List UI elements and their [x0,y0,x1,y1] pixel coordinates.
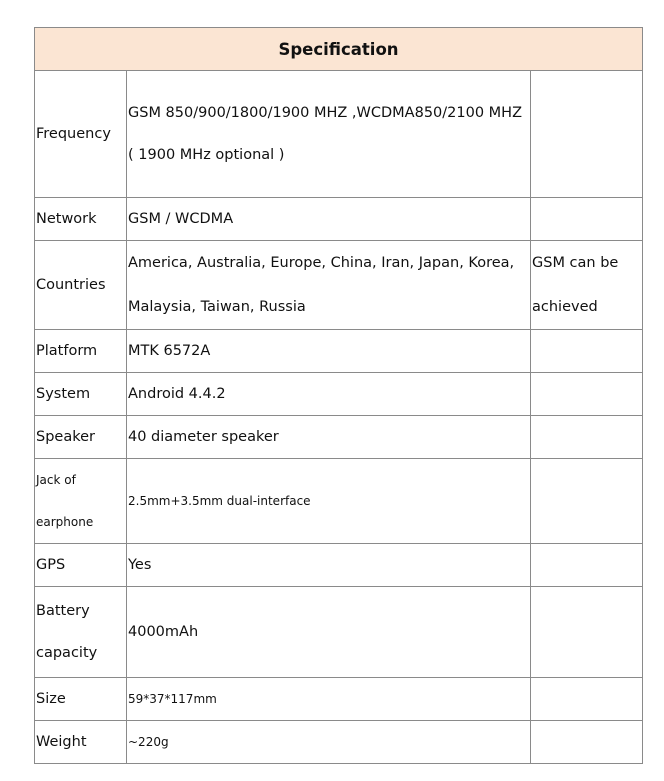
table-row [35,678,643,721]
row-value-jack-of-earphone: 2.5mm+3.5mm dual-interface [127,459,531,544]
table-row [35,459,643,544]
row-value-network: GSM / WCDMA [127,198,531,241]
row-value-platform: MTK 6572A [127,330,531,373]
row-note-gps [531,544,643,587]
row-note-speaker [531,416,643,459]
table-row [35,198,643,241]
row-value-frequency: GSM 850/900/1800/1900 MHZ ,WCDMA850/2100 MHZ ( 1900 MHz optional ) [127,71,531,198]
row-note-jack-of-earphone [531,459,643,544]
table-row [35,587,643,678]
row-key-gps: GPS [35,544,127,587]
table-header-row [35,28,643,71]
row-note-platform [531,330,643,373]
row-key-network: Network [35,198,127,241]
row-key-battery-capacity: Battery capacity [35,587,127,678]
row-value-size: 59*37*117mm [127,678,531,721]
table-row [35,544,643,587]
row-key-jack-of-earphone: Jack of earphone [35,459,127,544]
row-key-system: System [35,373,127,416]
row-note-size [531,678,643,721]
table-row [35,416,643,459]
row-value-weight: ~220g [127,721,531,764]
row-key-size: Size [35,678,127,721]
row-note-battery-capacity [531,587,643,678]
row-value-system: Android 4.4.2 [127,373,531,416]
row-note-system [531,373,643,416]
table-row [35,241,643,330]
row-value-speaker: 40 diameter speaker [127,416,531,459]
row-key-frequency: Frequency [35,71,127,198]
table-title: Specification [35,28,643,71]
row-key-speaker: Speaker [35,416,127,459]
table-row [35,330,643,373]
row-value-gps: Yes [127,544,531,587]
row-key-weight: Weight [35,721,127,764]
table-row [35,373,643,416]
table-row [35,721,643,764]
row-value-battery-capacity: 4000mAh [127,587,531,678]
row-note-countries: GSM can be achieved [531,241,643,330]
row-note-weight [531,721,643,764]
row-note-network [531,198,643,241]
row-key-platform: Platform [35,330,127,373]
table-row [35,71,643,198]
row-key-countries: Countries [35,241,127,330]
row-note-frequency [531,71,643,198]
specification-table [34,27,643,764]
row-value-countries: America, Australia, Europe, China, Iran, Japan, Korea, Malaysia, Taiwan, Russia [127,241,531,330]
